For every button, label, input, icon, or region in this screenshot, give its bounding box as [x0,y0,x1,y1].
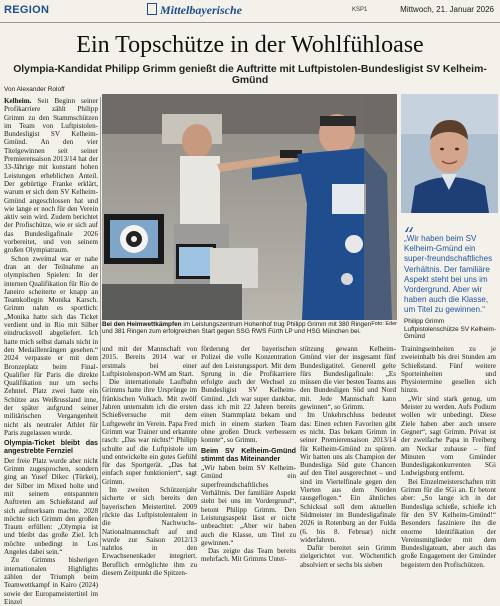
portrait-photo [401,94,498,213]
shooting-range-photo [102,94,397,320]
article-column-2 [102,345,197,577]
portrait-role: Luftpistolenschütze SV Kelheim-Gmünd [404,325,497,341]
paragraph: Schon zweimal war er nahe dran an der Teilnahme an olympischen Spielen: In der internen Qualifikation für Rio de Janeiro scheiterte er knapp an Teamkollegin Monika Karsch. Grimm nahm es sportlich: „Monika hatte sich das Ticket verdient und in Rio mit Silber eindrucksvoll abgeliefert. Ich hatte mich selbst damals nicht in den Medaillenrängen gesehen.“ 2024 verpasste er mit dem Bronzeplatz beim Final-Qualifier für Paris die direkte Qualifikation nur um sechs Zehntel. Platz zwei hatte ein Schütze aus Weißrussland inne, der später aufgrund seiner militärischen Vergangenheit nicht als neutraler Athlet für Paris zugelassen wurde. [4,254,98,437]
article-column-1 [4,97,98,606]
page-header [0,0,500,23]
quote-mark-icon [404,224,414,234]
brand-logo-icon [147,3,157,15]
dateline: Kelheim. [4,97,32,105]
subheadline: Olympia-Kandidat Philipp Grimm genießt die Auftritte mit Luftpistolen-Bundesligist SV Kelheim-Gmünd [13,64,487,86]
paragraph: Das zeigte das Team bereits mehrfach. Mit Grimms Unter- [201,547,296,564]
article-photo [102,94,397,320]
pull-quote-text: „Wir haben beim SV Kelheim-Gmünd ein super-freundschaftliches Verhältnis. Der familiäre Aspekt steht bei uns im Vordergrund. Aber wir haben auch die Klasse, um Titel zu gewinnen.“ [404,234,493,315]
page-code: KSP1 [352,7,368,13]
paragraph: Bei Einzelmeisterschaften tritt Grimm für die SGi an. Er betont aber: „So lange ich in der Bundesliga schieße, schieße ich für den SV Kelheim-Gmünd!“ Besonders faszinierе ihn die enorme Identifikation der Vereinsmitglieder mit dem Bundesligateam, aber auch das große Engagement der Gmünder begeistern den Profischützen. [401,477,496,569]
byline: Von Alexander Roloff [4,86,65,93]
paragraph: Im zweiten Schützenjahr sicherte er sich bereits den bayerischen Meistertitel. 2009 rückte das Luftpistolentalent in die Nachwuchs-Nationalmannschaft auf und wurde zur Saison 2012/13 nahtlos in den Erwachsenenkader integriert. Beruflich ermöglichte ihm zu diesem Zeitpunkt die Spitzen- [102,486,197,578]
article-column-3 [201,345,296,564]
paragraph: „Wir sind stark genug, um Meister zu werden. Aufs Podium wollen wir unbedingt. Diese Ziele haben aber auch unsere Gegner“, sagt Grimm. Privat ist der zweifache Papa in Freiberg am Neckar zuhause – fünf Minuten vom Gmünder Bundesligakonkurrenten SGi Ludwigsburg entfernt. [401,394,496,478]
paragraph: Zu Grimms bisherigen internationalen Highlights zählen der Triumph beim Teamwettkampf in Kairo (2024) sowie der Europameistertitel im Einzel [4,556,98,606]
paragraph: förderung der bayerischen Polizei die volle Konzentration auf den Leistungssport. Mit dem Sprung in die Profikarriere erfolgte auch der Wechsel zu Bundesligist SV Kelheim-Gmünd. „Ich war super dankbar, dass ich mit 22 Jahren bereits einen Stammplatz bekam und mich in einem starken Team ohne großen Druck verbessern konnte“, so Grimm. [201,345,296,445]
headline: Ein Topschütze in der Wohlfühloase [76,32,424,58]
paragraph: „Wir haben beim SV Kelheim-Gmünd ein superfreundschaftliches Verhältnis. Der familiäre Aspekt steht bei uns im Vordergrund“, betont Philipp Grimm. Den Leistungsaspekt lässt er nicht unbeachtet: „Aber wir haben auch die Klasse, um Titel zu gewinnen.“ [201,464,296,547]
paragraph: und mit der Mannschaft von 2015. Bereits 2014 war er erstmals bei einer Luftpistolensport-WM am Start. [102,345,197,378]
newspaper-brand [147,3,242,18]
article-column-5 [401,345,496,569]
paragraph: Dafür bereitet sein Grimm zielgerichtet vor. Wöchentlich absolviert er sechs bis sieben [300,544,396,569]
portrait-caption [404,318,496,341]
portrait-image [401,94,498,213]
issue-date: Mittwoch, 21. Januar 2026 [400,5,494,14]
section-label: REGION [4,4,50,16]
pull-quote [404,224,496,316]
paragraph: Der freie Platz wurde aber nicht Grimm zugesprochen, sondern ging an Yusef Dikec (Türkei), der Silber im Mixed holte und mit seinem entspannten Auftreten am Schießstand auf sich aufmerksam machte. 2028 möchte sich Grimm den großen Traum erfüllen: „Olympia ist und bleibt das große Ziel. Ich möchte unbedingt in Los Angeles dabei sein.“ [4,456,98,557]
paragraph: Im Unkehrschluss bedeutet das: Einen echten Favoriten gibt es nicht. Das bekam Grimm in seiner Premierensaison 2013/14 für Kelheim-Gmünd zu spüren. Wir hatten uns als Champion der Bundesliga Süd gute Chancen auf den Titel ausgerechnet – und sind im Viertelfinale gegen den Vierten aus dem Norden rausgeflogen.“ Ein ähnliches Schicksal soll dem aktuellen Südmeister im Bundesligafinale 2026 in Rotenburg an der Fulda (6. bis 8. Februar) nicht widerfahren. [300,411,396,544]
paragraph: Trainingseinheiten zu je zweieinhalb bis drei Stunden am Schießstand. Fünf weitere Sporteinheiten und Physiotermine gesellen sich hinzu. [401,345,496,395]
portrait-name: Philipp Grimm [404,318,445,325]
paragraph: Die internationale Laufbahn Grimms hatte ihre Ursprünge im fränkischen Volkach. Mit zwölf Jahren unternahm ich die ersten Schießversuche mit dem Luftgewehr im Verein. Papa Fred Grimm war Trainer und erkannte rasch: „Das war nichts!“ Philipp schulte auf die Luftpistole um und entwickelte ein gutes Gefühl für das Sportgerät. „Das hat einfach super funktioniert“, sagt Grimm. [102,378,197,486]
photo-credit: Foto: Eder [371,321,397,327]
paragraph: stützung gewann Kelheim-Gmünd vier der insgesamt fünf Bundesligatitel. Generell gelte fürs Bundesligafinale: „Es müssen die vier besten Teams aus den Bundesligen Süd und Nord mit. Jede Mannschaft kann gewinnen“, so Grimm. [300,345,396,412]
paragraph: Kelheim. Seit Beginn seiner Profikarriere zählt Philipp Grimm zu den Stammschützen im Team von Luftpistolen-Bundesligist SV Kelheim-Gmünd. An den vier Titelgewinnen seit seiner Premierensaison 2013/14 hat der 33-Jährige mit konstant hohen Leistungen erheblichen Anteil. Der gebürtige Franke erklärt, warum er sich dem SV Kelheim-Gmünd angeschlossen hat und wie lange er noch für den Verein aktiv sein wird. Zudem berichtet der Profischütze, wie er sich auf das Bundesligafinale 2026 vorbereitet, und von seinem großen Olympiatraum. [4,97,98,255]
article-column-4 [300,345,396,569]
photo-caption: Foto: Eder Bei den Heimwettkämpfen im Leistungszentrum Hohenhof trug Philipp Grimm mit 380 Ringen und 381 Ringen zum erfolgreichen Start gegen SSG RWS Fürth LP und HSG München bei. [102,321,397,336]
column-divider [100,97,101,547]
subheading: Beim SV Kelheim-Gmünd stimmt das Miteinander [201,446,296,463]
subheading: Olympia-Ticket bleibt das angestrebte Fernziel [4,439,98,456]
brand-name: Mittelbayerische [160,3,242,17]
